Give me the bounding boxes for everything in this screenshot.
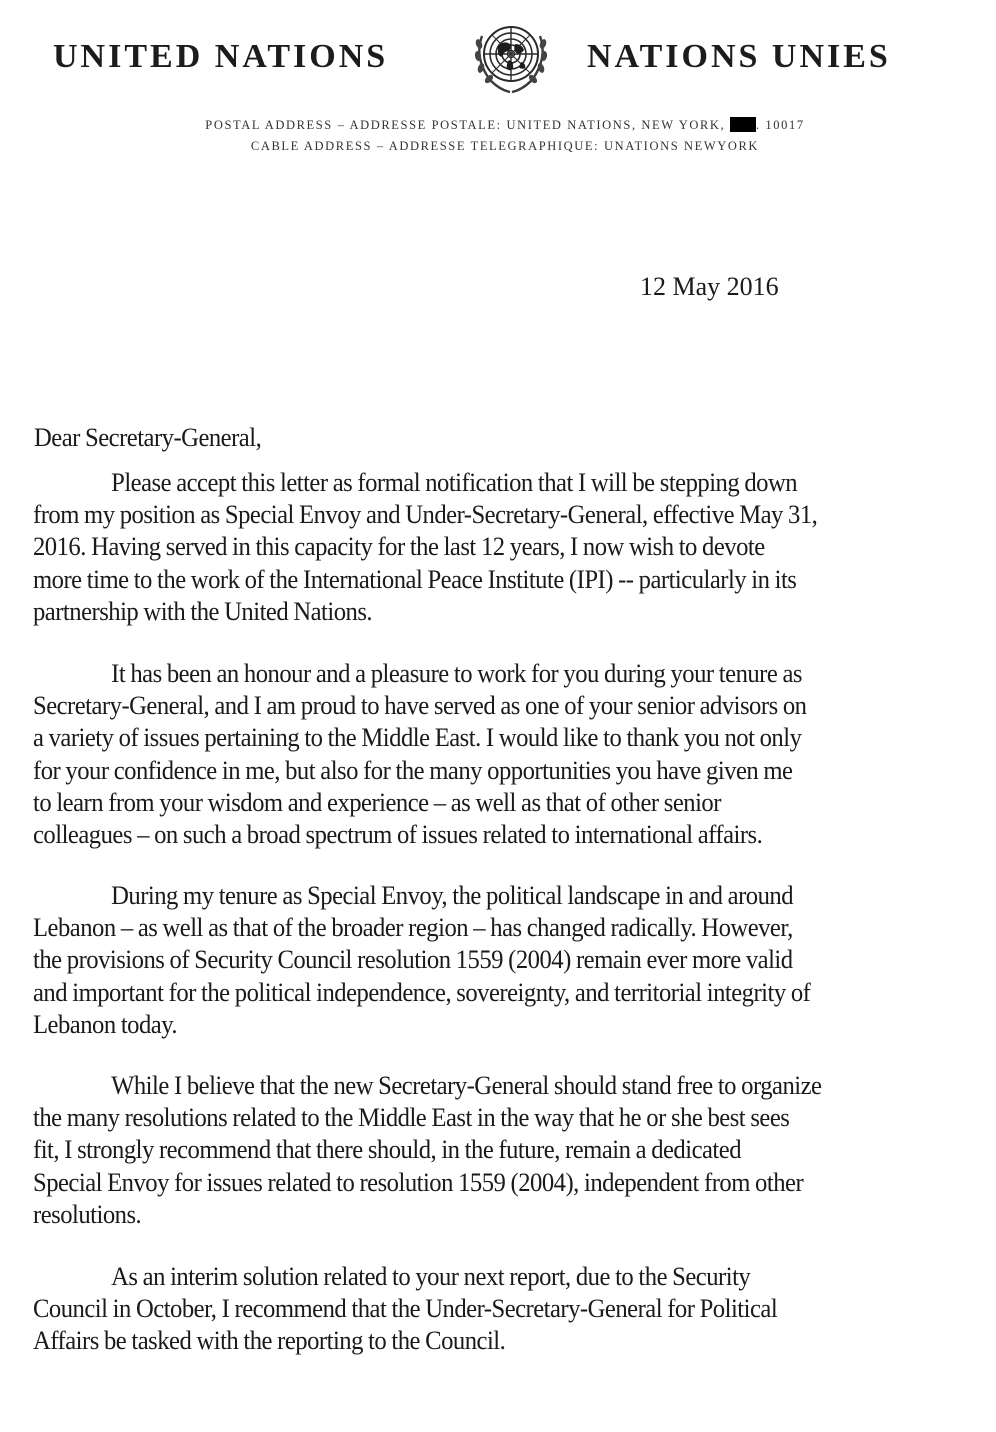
salutation: [34, 421, 278, 453]
paragraph-line: and important for the political independence, sovereignty, and territorial integrity of: [33, 976, 811, 1007]
paragraph-lebanon: [33, 879, 983, 1040]
postal-address: [0, 117, 996, 133]
un-emblem-icon: [465, 18, 557, 94]
paragraph-line: the many resolutions related to the Middle East in the way that he or she best sees: [33, 1102, 790, 1133]
paragraph-line: While I believe that the new Secretary-General should stand free to organize: [111, 1070, 822, 1100]
paragraph-line: Please accept this letter as formal notification that I will be stepping down: [111, 467, 798, 497]
paragraph-line: a variety of issues pertaining to the Middle East. I would like to thank you not only: [33, 722, 802, 753]
paragraph-line: fit, I strongly recommend that there should, in the future, remain a dedicated: [33, 1134, 742, 1165]
paragraph-line: Affairs be tasked with the reporting to the Council.: [33, 1325, 506, 1356]
redaction-block: [730, 117, 756, 132]
letterhead-title-english: UNITED NATIONS: [53, 38, 389, 75]
paragraph-line: During my tenure as Special Envoy, the political landscape in and around: [111, 880, 794, 910]
paragraph-line: Secretary-General, and I am proud to have served as one of your senior advisors on: [33, 690, 807, 721]
paragraph-interim-solution: [33, 1260, 983, 1357]
paragraph-resignation-notice: [33, 466, 983, 627]
postal-address-text: POSTAL ADDRESS – ADDRESSE POSTALE: UNITED NATIONS, NEW YORK,: [205, 118, 726, 132]
paragraph-line: more time to the work of the International Peace Institute (IPI) -- particularly in its: [33, 563, 797, 594]
paragraph-line: partnership with the United Nations.: [33, 595, 373, 626]
letterhead-title-french: NATIONS UNIES: [587, 38, 891, 75]
cable-address: CABLE ADDRESS – ADDRESSE TELEGRAPHIQUE: UNATIONS NEWYORK: [250, 139, 760, 153]
paragraph-line: It has been an honour and a pleasure to work for you during your tenure as: [111, 658, 803, 688]
paragraph-line: Council in October, I recommend that the Under-Secretary-General for Political: [33, 1293, 778, 1324]
paragraph-line: Special Envoy for issues related to resolution 1559 (2004), independent from other: [33, 1166, 804, 1197]
paragraph-line: Lebanon today.: [33, 1008, 178, 1039]
paragraph-recommendation: [33, 1069, 983, 1230]
paragraph-line: from my position as Special Envoy and Under-Secretary-General, effective May 31,: [33, 499, 818, 530]
paragraph-line: the provisions of Security Council resolution 1559 (2004) remain ever more valid: [33, 944, 793, 975]
paragraph-line: Lebanon – as well as that of the broader region – has changed radically. However,: [33, 912, 793, 943]
paragraph-line: resolutions.: [33, 1198, 142, 1229]
letter-date: 12 May 2016: [640, 272, 779, 301]
paragraph-line: As an interim solution related to your next report, due to the Security: [111, 1261, 751, 1291]
paragraph-line: for your confidence in me, but also for the many opportunities you have given me: [33, 754, 793, 785]
paragraph-line: 2016. Having served in this capacity for the last 12 years, I now wish to devote: [33, 531, 765, 562]
paragraph-gratitude: [33, 657, 983, 850]
postal-code: . 10017: [755, 118, 805, 132]
paragraph-line: to learn from your wisdom and experience – as well as that of other senior: [33, 786, 721, 817]
salutation-text: Dear Secretary-General,: [34, 422, 262, 452]
paragraph-line: colleagues – on such a broad spectrum of issues related to international affairs.: [33, 818, 763, 849]
